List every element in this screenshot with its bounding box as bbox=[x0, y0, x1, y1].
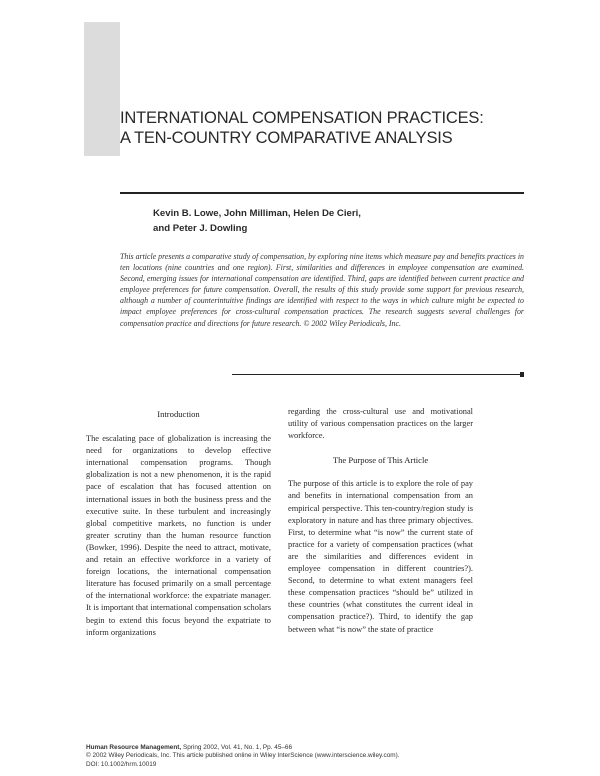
author-list bbox=[153, 206, 361, 236]
authors-line-1: Kevin B. Lowe, John Milliman, Helen De Cieri, bbox=[153, 208, 361, 219]
copyright-line: © 2002 Wiley Periodicals, Inc. This article published online in Wiley InterScience (www.interscience.wiley.com). bbox=[86, 752, 400, 760]
section-heading-purpose: The Purpose of This Article bbox=[332, 455, 429, 466]
purpose-paragraph: The purpose of this article is to explore the role of pay and benefits in international compensation from an empirical perspective. This ten-country/region study is exploratory in nature and has three primary objectives. First, to determine what “is now” the current state of practice for a variety of compensation practices (what are the similarities and differences evident in employee compensation in different countries?). Second, to determine to what extent managers feel these compensation practices “should be” utilized in these countries (what constitutes the current ideal in compensation practice?). Third, to identify the gap between what “is now” the state of practice bbox=[288, 479, 473, 634]
introduction-paragraph: The escalating pace of globalization is increasing the need for organizations to develop effective international compensation programs. Though globalization is not a new phenomenon, it is the rapid pace of escalation that has focused attention on international issues in both the business press and the executive suite. In these turbulent and increasingly global competitive markets, no function is under greater scrutiny than the human resource function (Bowker, 1996). Despite the need to attract, motivate, and retain an effective workforce in a variety of foreign locations, the international compensation literature has focused primarily on a small percentage of the international workforce: the expatriate manager. It is important that international compensation scholars begin to extend this focus beyond the expatriate to inform organizations bbox=[86, 434, 271, 637]
journal-name: Human Resource Management, bbox=[86, 744, 182, 751]
article-title bbox=[120, 108, 484, 148]
body-column-right bbox=[288, 406, 473, 636]
decorative-gray-block bbox=[84, 22, 120, 156]
section-heading-introduction: Introduction bbox=[157, 409, 200, 419]
authors-line-2: and Peter J. Dowling bbox=[153, 223, 248, 234]
abstract: This article presents a comparative study of compensation, by exploring nine items which measure pay and benefits practices in ten locations (nine countries and one region). First, similarities and differences in employee compensation are examined. Second, emerging issues for international compensation are identified. Third, gaps are identified between current practice and employee preferences for future compensation. Overall, the results of this study provide some support for previous research, although a number of counterintuitive findings are identified with respect to the ways in which culture might be expected to impact employee preferences for cross-cultural compensation practices. The research suggests several challenges for compensation practice and directions for future research. © 2002 Wiley Periodicals, Inc. bbox=[120, 252, 524, 328]
title-divider bbox=[120, 192, 524, 194]
citation-footer bbox=[86, 744, 399, 769]
citation-details: Spring 2002, Vol. 41, No. 1, Pp. 45–66 bbox=[181, 744, 293, 751]
introduction-continued-paragraph: regarding the cross-cultural use and motivational utility of various compensation practices on the larger workforce. bbox=[288, 407, 473, 441]
abstract-divider bbox=[232, 374, 520, 375]
title-line-1: INTERNATIONAL COMPENSATION PRACTICES: bbox=[120, 109, 484, 127]
doi-line: DOI: 10.1002/hrm.10019 bbox=[86, 760, 157, 768]
title-line-2: A TEN-COUNTRY COMPARATIVE ANALYSIS bbox=[120, 129, 453, 147]
abstract-divider-end-mark bbox=[520, 372, 524, 377]
body-column-left bbox=[86, 408, 271, 639]
